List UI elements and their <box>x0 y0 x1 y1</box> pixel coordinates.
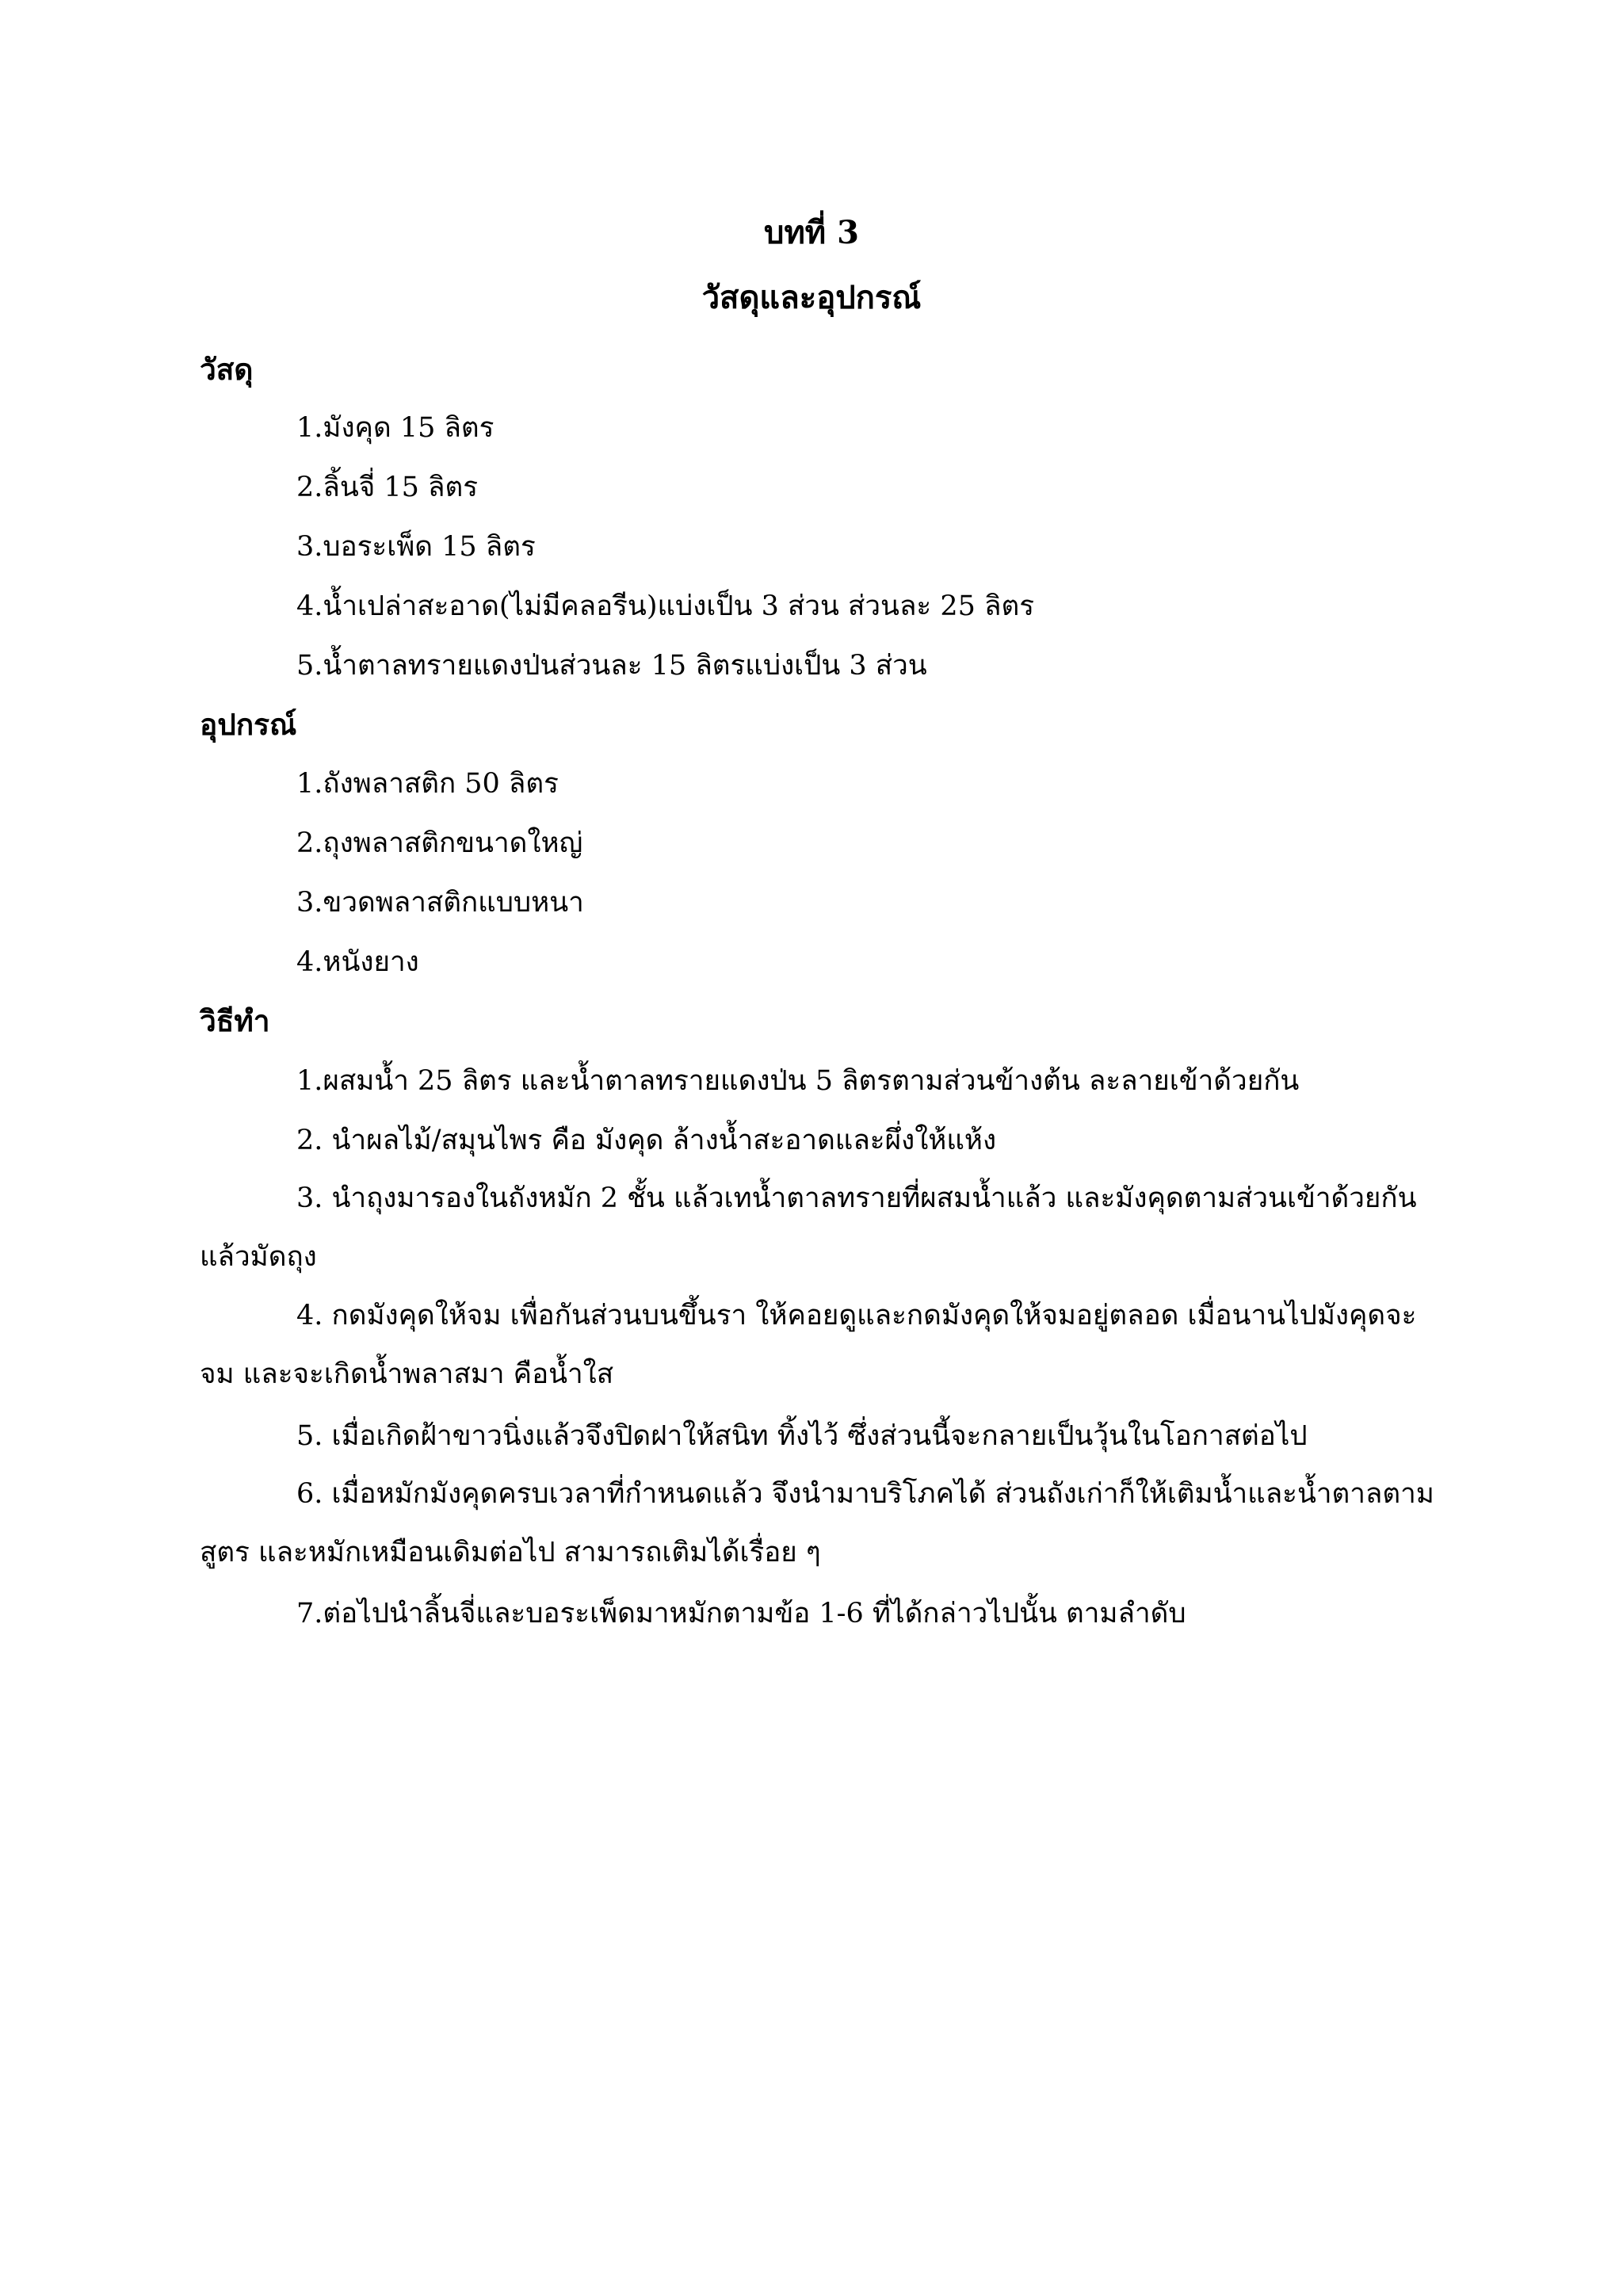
material-item: 3.บอระเพ็ด 15 ลิตร <box>296 531 536 563</box>
method-step: 1.ผสมน้ำ 25 ลิตร และน้ำตาลทรายแดงป่น 5 ลิตรตามส่วนข้างต้น ละลายเข้าด้วยกัน <box>296 1065 1300 1097</box>
materials-heading: วัสดุ <box>200 352 254 387</box>
equipment-item: 4.หนังยาง <box>296 946 419 978</box>
equipment-heading: อุปกรณ์ <box>200 707 297 742</box>
method-step: 6. เมื่อหมักมังคุดครบเวลาที่กำหนดแล้ว จึงนำมาบริโภคได้ ส่วนถังเก่าก็ให้เติมน้ำและน้ำตาลตามสูตร และหมักเหมือนเดิมต่อไป สามารถเติมได้เรื่อย ๆ <box>200 1478 1434 1568</box>
method-step: 2. นำผลไม้/สมุนไพร คือ มังคุด ล้างน้ำสะอาดและผึ่งให้แห้ง <box>296 1125 997 1156</box>
material-item: 2.ลิ้นจี่ 15 ลิตร <box>296 472 479 503</box>
method-step: 5. เมื่อเกิดฝ้าขาวนิ่งแล้วจึงปิดฝาให้สนิท ทิ้งไว้ ซึ่งส่วนนี้จะกลายเป็นวุ้นในโอกาสต่อไป <box>296 1420 1308 1452</box>
method-step: 3. นำถุงมารองในถังหมัก 2 ชั้น แล้วเทน้ำตาลทรายที่ผสมน้ำแล้ว และมังคุดตามส่วนเข้าด้วยกันแล้วมัดถุง <box>200 1182 1417 1273</box>
method-heading: วิธีทำ <box>200 1003 270 1038</box>
material-item: 1.มังคุด 15 ลิตร <box>296 412 495 444</box>
material-item: 5.น้ำตาลทรายแดงป่นส่วนละ 15 ลิตรแบ่งเป็น 3 ส่วน <box>296 650 927 682</box>
method-step: 7.ต่อไปนำลิ้นจี่และบอระเพ็ดมาหมักตามข้อ 1-6 ที่ได้กล่าวไปนั้น ตามลำดับ <box>296 1598 1186 1629</box>
equipment-item: 2.ถุงพลาสติกขนาดใหญ่ <box>296 827 583 859</box>
method-step: 4. กดมังคุดให้จม เพื่อกันส่วนบนขึ้นรา ให้คอยดูและกดมังคุดให้จมอยู่ตลอด เมื่อนานไปมังคุดจะจม และจะเกิดน้ำพลาสมา คือน้ำใส <box>200 1300 1417 1390</box>
equipment-item: 3.ขวดพลาสติกแบบหนา <box>296 887 584 919</box>
chapter-number: บทที่ 3 <box>764 214 859 251</box>
chapter-title: วัสดุและอุปกรณ์ <box>701 279 922 316</box>
equipment-item: 1.ถังพลาสติก 50 ลิตร <box>296 768 559 800</box>
material-item: 4.น้ำเปล่าสะอาด(ไม่มีคลอรีน)แบ่งเป็น 3 ส่วน ส่วนละ 25 ลิตร <box>296 590 1034 622</box>
